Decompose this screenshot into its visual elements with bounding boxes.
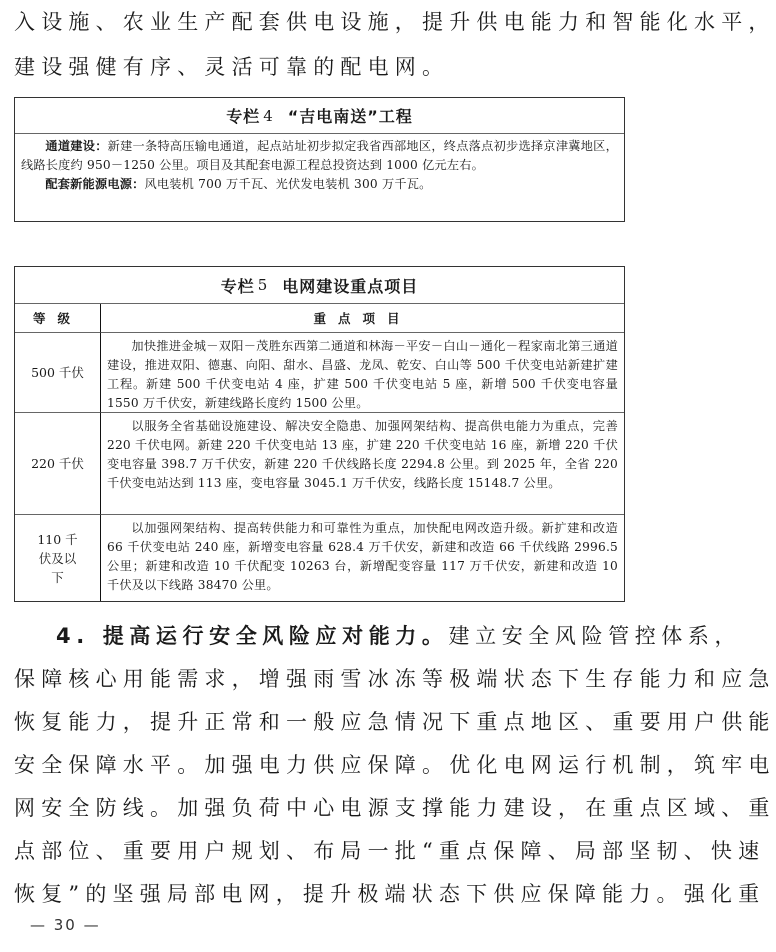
- body-text-line: [14, 622, 742, 650]
- paragraph-text: 新建一条特高压输电通道，起点站址初步拟定我省西部地区，终点落点初步选择京津冀地区，线路长度约 950－1250 公里。项目及其配套电源工程总投资达到 1000 亿元左右。: [21, 139, 618, 172]
- box-heading: “吉电南送”工程: [287, 107, 413, 126]
- box-label: 专栏: [226, 107, 261, 126]
- body-text-line: 建设强健有序、灵活可靠的配电网。: [14, 55, 450, 79]
- box-label: 专栏: [220, 276, 255, 296]
- paragraph-lead: 配套新能源电源：: [45, 177, 145, 191]
- body-text-line: 入设施、农业生产配套供电设施，提升供电能力和智能化水平，: [14, 10, 776, 34]
- body-text-line: 恢复能力，提升正常和一般应急情况下重点地区、重要用户供能: [14, 710, 776, 734]
- box-title: [15, 267, 624, 304]
- box-body: [15, 134, 624, 194]
- box-title: [15, 98, 624, 134]
- page-number: — 30 —: [30, 916, 101, 934]
- box-number: 5: [257, 276, 269, 294]
- section-heading: 4. 提高运行安全风险应对能力。: [56, 624, 449, 648]
- table-cell-level: 500 千伏: [15, 333, 101, 413]
- box-heading: 电网建设重点项目: [282, 276, 419, 296]
- column-box-4: [14, 97, 625, 222]
- body-text-line: 保障核心用能需求，增强雨雪冰冻等极端状态下生存能力和应急: [14, 667, 776, 691]
- table-header-level: 等级: [15, 304, 101, 333]
- body-text: 建立安全风险管控体系，: [448, 624, 742, 648]
- paragraph-lead: 通道建设：: [45, 139, 108, 153]
- paragraph-text: 风电装机 700 万千瓦、光伏发电装机 300 万千瓦。: [144, 177, 432, 191]
- body-text-line: 安全保障水平。加强电力供应保障。优化电网运行机制，筑牢电: [14, 753, 776, 777]
- box-paragraph: [21, 175, 618, 194]
- projects-table: [15, 304, 624, 601]
- column-box-5: [14, 266, 625, 602]
- table-header-projects: 重点项目: [101, 304, 624, 333]
- body-text-line: 恢复”的坚强局部电网，提升极端状态下供应保障能力。强化重: [14, 882, 766, 906]
- box-number: 4: [263, 106, 274, 125]
- table-cell-content: 加快推进金城－双阳－茂胜东西第二通道和林海－平安－白山－通化－程家南北第三通道建设，推进双阳、德惠、向阳、甜水、昌盛、龙凤、乾安、白山等 500 千伏变电站新建扩建工程。新建 500 千伏变电站 4 座，扩建 500 千伏变电站 5 座，新增 500 千伏变电容量 1550 万千伏安，新建线路长度约 1500 公里。: [101, 333, 624, 413]
- table-cell-level: 110 千伏及以下: [15, 515, 101, 601]
- body-text-line: 点部位、重要用户规划、布局一批“重点保障、局部坚韧、快速: [14, 839, 766, 863]
- body-text-line: 网安全防线。加强负荷中心电源支撑能力建设，在重点区域、重: [14, 796, 776, 820]
- table-cell-level: 220 千伏: [15, 413, 101, 515]
- table-cell-content: 以服务全省基础设施建设、解决安全隐患、加强网架结构、提高供电能力为重点，完善 220 千伏电网。新建 220 千伏变电站 13 座，扩建 220 千伏变电站 16 座，新增 220 千伏变电容量 398.7 万千伏安，新建 220 千伏线路长度 2294.8 公里。到 2025 年，全省 220 千伏变电站达到 113 座，变电容量 3045.1 万千伏安，线路长度 15148.7 公里。: [101, 413, 624, 515]
- table-cell-content: 以加强网架结构、提高转供能力和可靠性为重点，加快配电网改造升级。新扩建和改造 66 千伏变电站 240 座，新增变电容量 628.4 万千伏安，新建和改造 66 千伏线路 2996.5 公里；新建和改造 10 千伏配变 10263 台，新增配变容量 117 万千伏安，新建和改造 10 千伏及以下线路 38470 公里。: [107, 521, 618, 592]
- box-paragraph: [21, 137, 618, 175]
